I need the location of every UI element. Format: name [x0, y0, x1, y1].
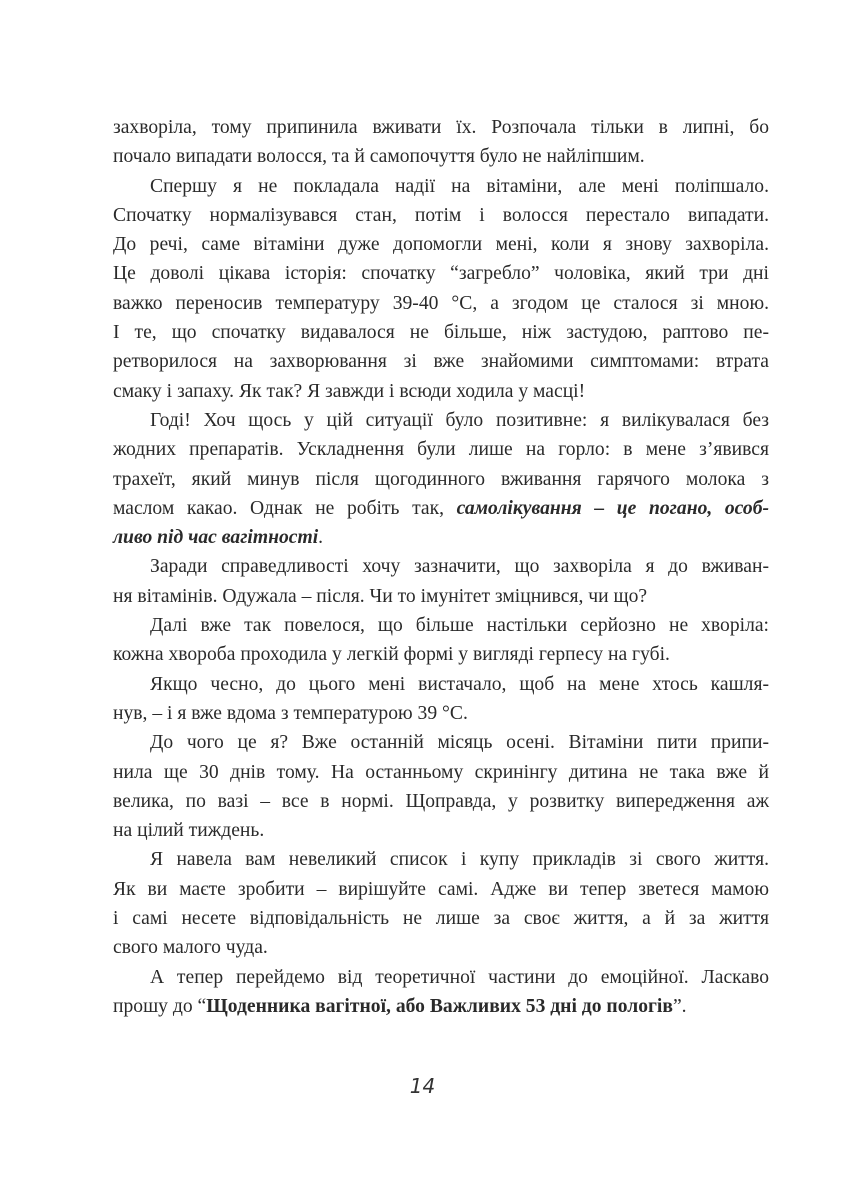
text-line: [113, 611, 769, 640]
text-line: [113, 494, 769, 523]
text-segment: Спочатку нормалізувався стан, потім і волосся перестало випадати.: [113, 204, 769, 226]
text-line: [113, 172, 769, 201]
paragraph: [113, 670, 769, 729]
text-segment: ”.: [672, 995, 687, 1017]
text-line: [113, 933, 769, 962]
page-number: 14: [409, 1074, 436, 1098]
text-line: [113, 552, 769, 581]
text-segment: велика, по вазі – все в нормі. Щоправда, у розвитку випередження аж: [113, 790, 769, 812]
text-line: [113, 318, 769, 347]
paragraph: [113, 552, 769, 611]
text-line: [113, 875, 769, 904]
text-line: [113, 992, 769, 1021]
text-segment: жодних препаратів. Ускладнення були лише на горло: в мене з’явився: [113, 439, 769, 461]
text-segment: Якщо чесно, до цього мені вистачало, щоб на мене хтось кашля-: [150, 673, 769, 695]
paragraph: [113, 845, 769, 962]
text-line: [113, 816, 769, 845]
text-segment: ретворилося на захворювання зі вже знайомими симптомами: втрата: [113, 351, 769, 373]
text-segment: маслом какао. Однак не робіть так,: [113, 497, 457, 519]
paragraph: [113, 406, 769, 552]
text-line: [113, 963, 769, 992]
text-segment: Це доволі цікава історія: спочатку “загребло” чоловіка, який три дні: [113, 263, 769, 285]
text-segment: Як ви маєте зробити – вирішуйте самі. Адже ви тепер зветеся мамою: [113, 878, 769, 900]
text-segment: на цілий тиждень.: [113, 820, 265, 842]
text-segment: .: [318, 527, 324, 549]
text-line: [113, 845, 769, 874]
text-segment: прошу до “: [113, 995, 207, 1017]
text-segment: А тепер перейдемо від теоретичної частини до емоційної. Ласкаво: [150, 966, 769, 988]
paragraph: [113, 113, 769, 172]
text-segment: До речі, саме вітаміни дуже допомогли мені, коли я знову захворіла.: [113, 234, 769, 256]
text-line: [113, 230, 769, 259]
paragraph: [113, 728, 769, 845]
text-segment: Годі! Хоч щось у цій ситуації було позитивне: я вилікувалася без: [150, 409, 769, 431]
text-segment: почало випадати волосся, та й самопочуття було не найліпшим.: [113, 146, 645, 168]
text-line: [113, 640, 769, 669]
text-line: [113, 465, 769, 494]
text-segment: кожна хвороба проходила у легкій формі у вигляді герпесу на губі.: [113, 644, 670, 666]
text-segment: смаку і запаху. Як так? Я завжди і всюди ходила у масці!: [113, 380, 586, 402]
text-line: [113, 377, 769, 406]
text-segment: Спершу я не покладала надії на вітаміни, але мені поліпшало.: [150, 175, 769, 197]
bold-title-text: Щоденника вагітної, або Важливих 53 дні до пологів: [206, 995, 673, 1017]
text-line: [113, 758, 769, 787]
page-body-text: [113, 113, 769, 1021]
text-line: [113, 201, 769, 230]
text-line: [113, 904, 769, 933]
text-segment: трахеїт, який минув після щогодинного вживання гарячого молока з: [113, 468, 769, 490]
text-line: [113, 435, 769, 464]
paragraph: [113, 963, 769, 1022]
text-line: [113, 289, 769, 318]
text-segment: важко переносив температуру 39-40 °С, а згодом це сталося зі мною.: [113, 292, 769, 314]
text-line: [113, 699, 769, 728]
paragraph: [113, 172, 769, 406]
paragraph: [113, 611, 769, 670]
text-line: [113, 670, 769, 699]
text-line: [113, 113, 769, 142]
text-segment: До чого це я? Вже останній місяць осені. Вітаміни пити припи-: [150, 732, 769, 754]
text-segment: Далі вже так повелося, що більше настільки серйозно не хворіла:: [150, 615, 769, 637]
text-segment: нила ще 30 днів тому. На останньому скринінгу дитина не така вже й: [113, 761, 769, 783]
text-segment: захворіла, тому припинила вживати їх. Розпочала тільки в липні, бо: [113, 117, 769, 138]
text-segment: ня вітамінів. Одужала – після. Чи то імунітет зміцнився, чи що?: [113, 585, 648, 607]
text-segment: І те, що спочатку видавалося не більше, ніж застудою, раптово пе-: [113, 322, 769, 344]
text-line: [113, 259, 769, 288]
text-line: [113, 406, 769, 435]
text-segment: Заради справедливості хочу зазначити, що захворіла я до вживан-: [150, 556, 769, 578]
text-segment: свого малого чуда.: [113, 937, 268, 959]
emphasis-text: ливо під час вагітності: [113, 527, 319, 549]
text-line: [113, 142, 769, 171]
text-segment: нув, – і я вже вдома з температурою 39 °С.: [113, 702, 468, 724]
text-line: [113, 523, 769, 552]
text-line: [113, 347, 769, 376]
text-line: [113, 728, 769, 757]
emphasis-text: самолікування – це погано, особ-: [456, 497, 769, 519]
text-segment: Я навела вам невеликий список і купу прикладів зі свого життя.: [150, 849, 769, 871]
text-segment: і самі несете відповідальність не лише за своє життя, а й за життя: [113, 908, 769, 930]
text-line: [113, 582, 769, 611]
text-line: [113, 787, 769, 816]
